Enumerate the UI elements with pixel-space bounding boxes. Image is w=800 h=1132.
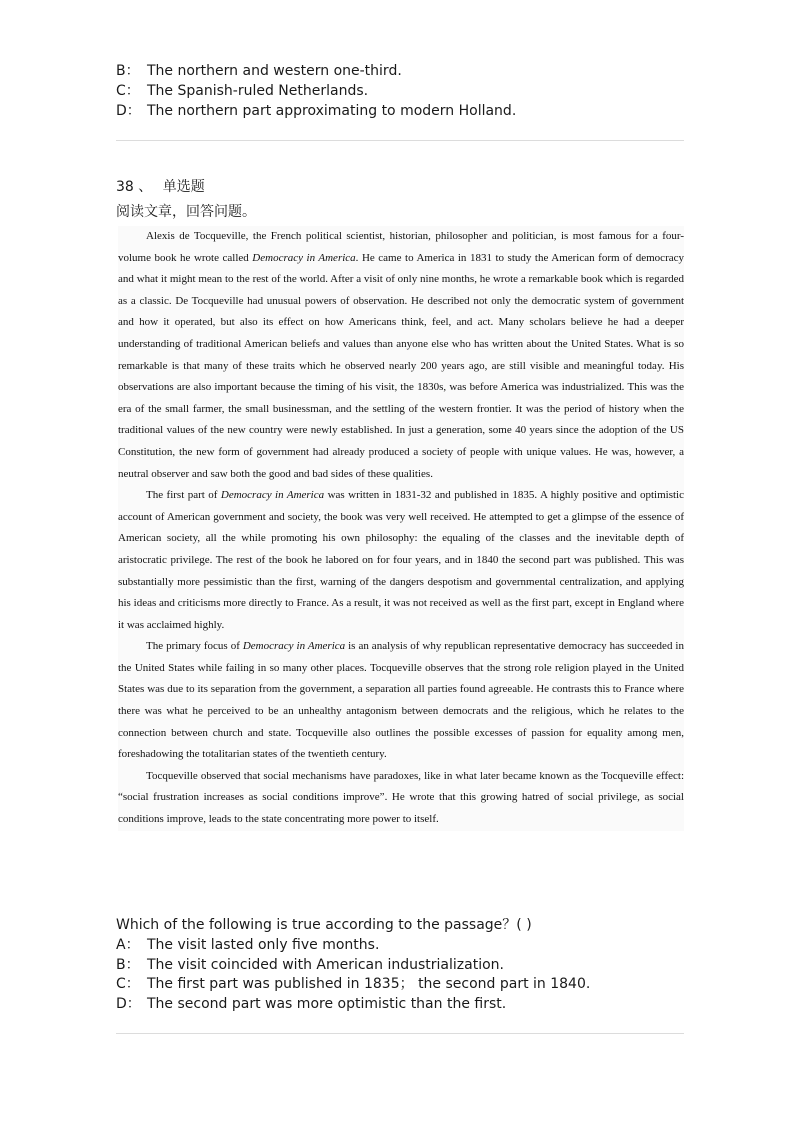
- option-d[interactable]: [116, 994, 506, 1014]
- passage-paragraph: Tocqueville observed that social mechanisms have paradoxes, like in what later became known as the Tocqueville effect: “social frustration increases as social conditions improve”. He wrote that this growing hatred of social privilege, as social conditions improve, leads to the state concentrating more power to itself.: [118, 769, 684, 826]
- prev-option-b[interactable]: [116, 61, 402, 81]
- divider: [116, 140, 684, 141]
- passage-text: The first part of: [146, 489, 221, 502]
- prev-option-d[interactable]: [116, 101, 516, 121]
- option-text: The northern and western one-third.: [147, 63, 402, 79]
- passage-paragraph: [118, 226, 684, 485]
- option-c[interactable]: [116, 974, 590, 994]
- question-separator: 、: [138, 179, 153, 195]
- passage-text: is an analysis of why republican representative democracy has succeeded in the United States while failing in so many other places. Tocqueville observes that the strong role religion played in the United States was due to its separation from the government, a separation all parties found agreeable. He contrasts this to France where there was what he perceived to be an unhealthy antagonism between democrats and the religious, which he relates to the connection between church and state. Tocqueville also outlines the possible excesses of passion for equality among men, foreshadowing the totalitarian states of the twentieth century.: [118, 640, 684, 761]
- book-title: Democracy in America: [220, 489, 325, 502]
- option-letter: A：: [116, 937, 140, 953]
- passage-text: The primary focus of: [146, 640, 243, 653]
- divider: [116, 1033, 684, 1034]
- passage-text: was written in 1831-32 and published in 1835. A highly positive and optimistic account of American government and society, the book was very well received. He attempted to get a glimpse of the essence of American society, all the while promoting his own philosophy: the equaling of the classes and the inevitable depth of aristocratic privilege. The rest of the book he labored on for four years, and in 1840 the second part was published. This was substantially more pessimistic than the first, warning of the dangers despotism and governmental centralization, and applying his ideas and criticisms more directly to France. As a result, it was not received as well as the first part, except in England where it was acclaimed highly.: [118, 489, 684, 631]
- option-text: The visit coincided with American industrialization.: [147, 957, 504, 973]
- option-b[interactable]: [116, 955, 504, 975]
- option-text: The visit lasted only five months.: [147, 937, 380, 953]
- option-letter: D：: [116, 996, 141, 1012]
- question-number: 38: [116, 179, 134, 195]
- passage-text: Alexis de Tocqueville, the French political scientist, historian, philosopher and politician, is most famous for a four-volume book he wrote called: [118, 230, 684, 264]
- question-instruction: 阅读文章，回答问题。: [116, 204, 256, 220]
- question-header: [116, 177, 205, 197]
- option-letter: B：: [116, 957, 140, 973]
- option-letter: C：: [116, 976, 140, 992]
- question-type: 单选题: [162, 179, 205, 195]
- option-text: The Spanish-ruled Netherlands.: [147, 83, 369, 99]
- prev-option-c[interactable]: [116, 81, 368, 101]
- option-text: The first part was published in 1835； the second part in 1840.: [147, 976, 591, 992]
- option-text: The northern part approximating to modern Holland.: [147, 103, 517, 119]
- option-letter: D：: [116, 103, 141, 119]
- option-letter: C：: [116, 83, 140, 99]
- book-title: Democracy in America: [252, 251, 356, 264]
- option-letter: B：: [116, 63, 140, 79]
- passage-paragraph: [118, 636, 684, 766]
- reading-passage: [118, 226, 684, 831]
- question-prompt: Which of the following is true according to the passage？( ): [116, 917, 532, 933]
- passage-text: . He came to America in 1831 to study the American form of democracy and what it might mean to the rest of the world. After a visit of only nine months, he wrote a remarkable book which is regarded as a classic. De Tocqueville had unusual powers of observation. He described not only the democratic system of government and how it operated, but also its effect on how Americans think, feel, and act. Many scholars believe he had a deeper understanding of traditional American beliefs and values than anyone else who has written about the United States. What is so remarkable is that many of these traits which he observed nearly 200 years ago, are still visible and meaningful today. His observations are also important because the timing of his visit, the 1830s, was before America was industrialized. This was the era of the small farmer, the small businessman, and the settling of the western frontier. It was the period of history when the traditional values of the new country were newly established. In just a generation, some 40 years since the adoption of the US Constitution, the new form of government had already produced a society of people with unique values. He was, however, a neutral observer and saw both the good and bad sides of these qualities.: [118, 251, 684, 480]
- passage-paragraph: [118, 485, 684, 636]
- option-a[interactable]: [116, 935, 379, 955]
- option-text: The second part was more optimistic than the first.: [147, 996, 507, 1012]
- book-title: Democracy in America: [242, 640, 346, 653]
